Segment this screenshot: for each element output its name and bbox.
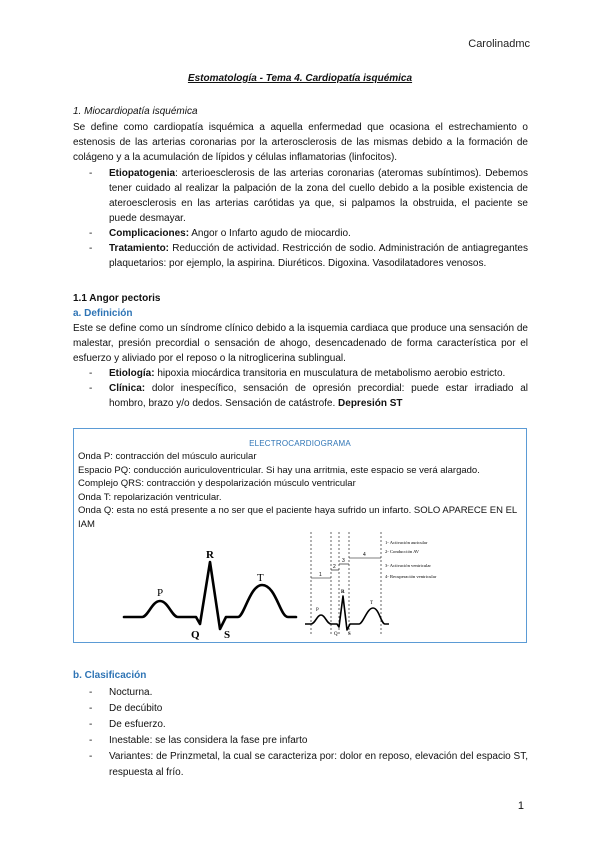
- legend-item: 2- Conducción AV: [385, 549, 420, 554]
- diagram-label-r: R: [341, 590, 345, 595]
- bullet-label: Etiopatogenia: [109, 168, 176, 179]
- phase-number-1: 1: [319, 572, 322, 578]
- list-item: - Tratamiento: Reducción de actividad. Restricción de sodio. Administración de antiagregantes plaquetarios: por ejemplo, la aspirina. Diuréticos. Digoxina. Vasodilatadores venosos.: [89, 243, 528, 269]
- list-item: - Etiología: hipoxia miocárdica transitoria en musculatura de metabolismo aerobio estricto.: [89, 368, 506, 379]
- list-item: - Nocturna.: [89, 687, 153, 698]
- wave-label-t: T: [257, 572, 264, 584]
- bullet-text: : arterioesclerosis de las arterias coronarias (ateromas subíntimos). Debemos tener cuidado al realizar la palpación de la zona del cuello debido a la posible existencia de ateroesclerosis en las arterias carótidas ya que, si palpamos la obstruida, el paciente se puede desmayar.: [109, 168, 528, 224]
- definition-heading: a. Definición: [73, 308, 133, 319]
- heading-number: 1.: [73, 106, 82, 117]
- ecg-wave-line: [124, 562, 296, 629]
- page-number: 1: [517, 800, 524, 812]
- diagram-label-q: Q: [334, 632, 338, 637]
- phase-wave-line: [305, 596, 389, 630]
- bullet-list: [73, 166, 528, 271]
- ecg-line: Onda T: repolarización ventricular.: [78, 491, 222, 503]
- ecg-descriptions: [74, 450, 526, 531]
- bullet-list: [73, 366, 528, 411]
- ecg-title: ELECTROCARDIOGRAMA: [249, 439, 351, 448]
- document-title: Estomatología - Tema 4. Cardiopatía isquémica: [187, 73, 413, 84]
- section-classification: [73, 668, 528, 781]
- subsection-heading: 1.1 Angor pectoris: [73, 293, 161, 304]
- section-angor: [73, 291, 528, 411]
- item-text: De esfuerzo.: [109, 719, 166, 730]
- list-item: - Clínica: dolor inespecífico, sensación de opresión precordial: puede estar irradiado al hombro, brazo y/o dedos. Sensación de catástrofe. Depresión ST: [89, 383, 528, 409]
- phase-number-4: 4: [363, 552, 366, 558]
- intro-paragraph: Se define como cardiopatía isquémica a aquella enfermedad que ocasiona el estrechamiento o estenosis de las arterias coronarias por la arterosclerosis de las mismas debido a la formación de colágeno y a la acumulación de lípidos y células inflamatorias (linfocitos).: [73, 122, 528, 163]
- item-text: Variantes: de Prinzmetal, la cual se caracteriza por: dolor en reposo, elevación del espacio ST, respuesta al frío.: [109, 751, 528, 778]
- diagram-label-t: T: [370, 601, 374, 606]
- diagram-legend: [385, 540, 437, 579]
- bullet-tail: Depresión ST: [338, 398, 403, 409]
- wave-label-r: R: [206, 549, 214, 561]
- bullet-label: Tratamiento:: [109, 243, 170, 254]
- wave-label-p: P: [157, 587, 164, 599]
- legend-item: 1- Activación auricular: [385, 540, 428, 545]
- diagram-label-s: S: [348, 632, 351, 637]
- item-text: Nocturna.: [109, 687, 153, 698]
- section-miocardiopatia: [73, 104, 528, 271]
- phase-number-2: 2: [333, 564, 336, 570]
- list-item: - De decúbito: [89, 703, 163, 714]
- section-heading: [73, 104, 528, 119]
- author-name: Carolinadmc: [468, 38, 530, 50]
- ecg-line: Espacio PQ: conducción auriculoventricular. Si hay una arritmia, este espacio se verá alargado.: [78, 464, 480, 476]
- ecg-wave-figure: [120, 545, 300, 641]
- definition-paragraph: Este se define como un síndrome clínico debido a la isquemia cardiaca que produce una sensación de malestar, presión precordial o sensación de ahogo, desencadenado de forma característica por el esfuerzo y aliviado por el reposo o la nitroglicerina sublingual.: [73, 323, 528, 364]
- bullet-label: Etiología:: [109, 368, 155, 379]
- heading-text: Miocardiopatía isquémica: [84, 106, 198, 117]
- diagram-label-p: P: [316, 608, 319, 613]
- ecg-line: Onda Q: esta no está presente a no ser que el paciente haya sufrido un infarto. SOLO APARECE EN EL IAM: [78, 505, 517, 530]
- phase-number-3: 3: [342, 558, 345, 564]
- list-item: - Complicaciones: Angor o Infarto agudo de miocardio.: [89, 228, 351, 239]
- list-item: - De esfuerzo.: [89, 719, 166, 730]
- bullet-text: dolor inespecífico, sensación de opresión precordial: puede estar irradiado al hombro, brazo y/o dedos. Sensación de catástrofe.: [109, 383, 528, 409]
- bullet-text: Reducción de actividad. Restricción de sodio. Administración de antiagregantes plaquetarios: por ejemplo, la aspirina. Diuréticos. Digoxina. Vasodilatadores venosos.: [109, 243, 528, 269]
- ecg-phase-diagram: [305, 530, 445, 638]
- ecg-line: Onda P: contracción del músculo auricular: [78, 451, 257, 462]
- bullet-label: Clínica:: [109, 383, 146, 394]
- wave-label-q: Q: [191, 629, 200, 641]
- classification-heading: b. Clasificación: [73, 670, 147, 681]
- list-item: - Variantes: de Prinzmetal, la cual se caracteriza por: dolor en reposo, elevación del espacio ST, respuesta al frío.: [89, 751, 528, 778]
- list-item: - Inestable: se las considera la fase pre infarto: [89, 735, 308, 746]
- bullet-label: Complicaciones:: [109, 228, 190, 239]
- legend-item: 3- Activación ventricular: [385, 563, 431, 568]
- classification-list: [73, 685, 528, 781]
- legend-item: 4- Recuperación ventricular: [385, 574, 437, 579]
- bullet-text: hipoxia miocárdica transitoria en musculatura de metabolismo aerobio estricto.: [154, 368, 506, 379]
- bullet-text: Angor o Infarto agudo de miocardio.: [189, 228, 351, 239]
- wave-label-s: S: [224, 629, 231, 641]
- item-text: Inestable: se las considera la fase pre infarto: [109, 735, 308, 746]
- list-item: - Etiopatogenia: arterioesclerosis de las arterias coronarias (ateromas subíntimos). Debemos tener cuidado al realizar la palpación de la zona del cuello debido a la posible existencia de ateroesclerosis en las arterias carótidas ya que, si palpamos la obstruida, el paciente se puede desmayar.: [89, 168, 528, 224]
- item-text: De decúbito: [109, 703, 163, 714]
- ecg-line: Complejo QRS: contracción y despolarización músculo ventricular: [78, 478, 356, 489]
